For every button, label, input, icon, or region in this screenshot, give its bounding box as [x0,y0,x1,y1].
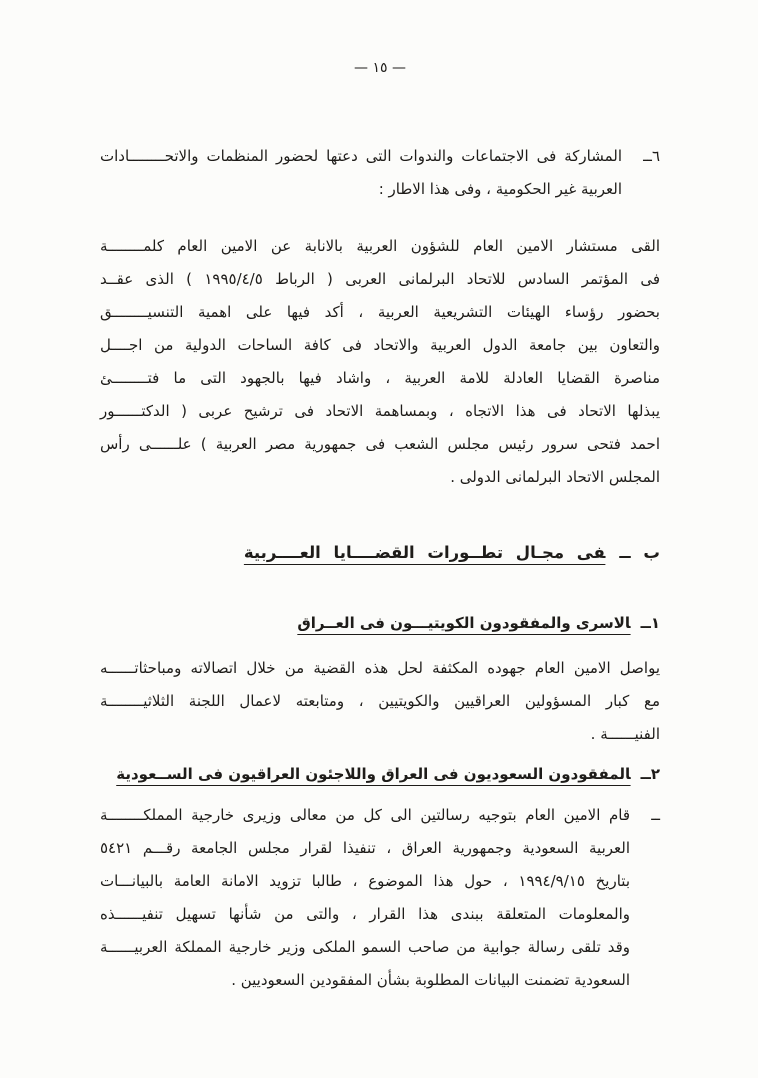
document-body [100,140,660,997]
paragraph-conference-line-1: القى مستشار الامين العام للشؤون العربية بالانابة عن الامين العام كلمــــــــة [100,237,660,255]
item-6-line-1: المشاركة فى الاجتماعات والندوات التى دعتها لحضور المنظمات والاتحــــــــادات [100,147,622,165]
paragraph-conference-line-5: مناصرة القضايا العادلة للامة العربية ، واشاد فيها بالجهود التى ما فتــــــــئ [100,369,660,387]
paragraph-kuwaiti-missing-line-3: الفنيــــــة . [590,725,660,743]
item-2-heading-marker: ٢ــ [640,765,660,783]
paragraph-saudi-missing [100,799,660,997]
paragraph-saudi-missing-line-3: بتاريخ ١٩٩٤/٩/١٥ ، حول هذا الموضوع ، طالبا تزويد الامانة العامة بالبيانـــات [100,872,630,890]
paragraph-conference-line-3: بحضور رؤساء الهيئات التشريعية العربية ، أكد فيها على اهمية التنسيــــــــق [100,303,660,321]
page-number: — ١٥ — [354,60,406,76]
paragraph-kuwaiti-missing-line-1: يواصل الامين العام جهوده المكثفة لحل هذه القضية من خلال اتصالاته ومباحثاتــــــه [100,659,660,677]
paragraph-saudi-missing-line-5: وقد تلقى رسالة جوابية من صاحب السمو الملكى وزير خارجية المملكة العربيــــــة [100,938,630,956]
paragraph-conference-line-6: يبذلها الاتحاد فى هذا الاتجاه ، وبمساهمة الاتحاد فى ترشيح عربى ( الدكتــــــور [100,402,660,420]
paragraph-conference-line-7: احمد فتحى سرور رئيس مجلس الشعب فى جمهورية مصر العربية ) علــــــى رأس [100,435,660,453]
item-1-heading-text: الاسرى والمفقودون الكويتيـــون فى العــراق [297,614,631,632]
item-6 [100,140,660,206]
item-6-line-2: العربية غير الحكومية ، وفى هذا الاطار : [378,180,622,198]
item-2-heading-text: المفقودون السعوديون فى العراق واللاجئون العراقيون فى الســعودية [116,765,631,783]
section-b-heading-marker: ب ــ [619,543,660,562]
paragraph-saudi-missing-line-4: والمعلومات المتعلقة ببندى هذا القرار ، والتى من شأنها تسهيل تنفيــــــذه [100,905,630,923]
paragraph-saudi-missing-line-2: العربية السعودية وجمهورية العراق ، تنفيذا لقرار مجلس الجامعة رقـــم ٥٤٢١ [100,839,630,857]
paragraph-saudi-missing-line-1: قام الامين العام بتوجيه رسالتين الى كل من معالى وزيرى خارجية المملكــــــــة [100,806,630,824]
section-b-heading [100,538,660,568]
paragraph-conference [100,230,660,494]
section-b-heading-text: فى مجـال تطــورات القضــــايا العــــربية [243,543,606,562]
item-2-heading [100,759,660,789]
paragraph-kuwaiti-missing-line-2: مع كبار المسؤولين العراقيين والكويتيين ، ومتابعته لاعمال اللجنة الثلاثيــــــــة [100,692,660,710]
item-6-marker: ٦ــ [643,147,660,165]
item-1-heading [100,608,660,638]
item-1-heading-marker: ١ــ [640,614,660,632]
paragraph-saudi-missing-line-6: السعودية تضمنت البيانات المطلوبة بشأن المفقودين السعوديين . [231,971,630,989]
paragraph-kuwaiti-missing [100,652,660,751]
paragraph-conference-line-4: والتعاون بين جامعة الدول العربية والاتحاد فى كافة الساحات الدولية من اجــــل [100,336,660,354]
paragraph-conference-line-2: فى المؤتمر السادس للاتحاد البرلمانى العربى ( الرباط ١٩٩٥/٤/٥ ) الذى عقــد [100,270,660,288]
paragraph-saudi-missing-marker: ــ [651,806,660,824]
paragraph-conference-line-8: المجلس الاتحاد البرلمانى الدولى . [450,468,660,486]
